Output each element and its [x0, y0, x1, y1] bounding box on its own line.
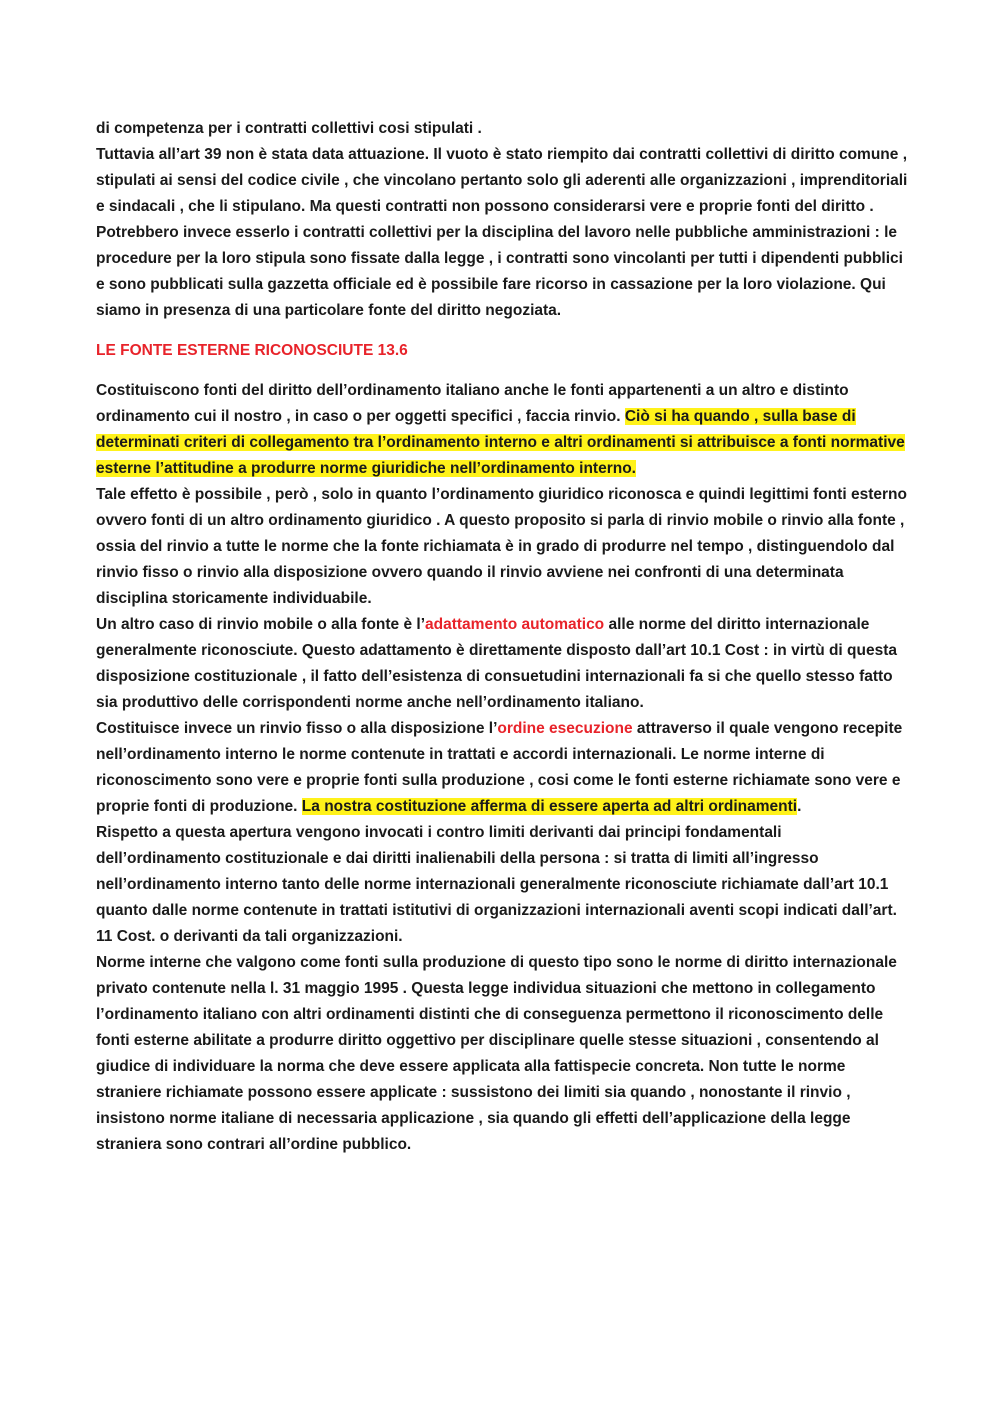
paragraph-6-text-middle: attraverso il quale vengono recepite nell’ordinamento interno le norme contenute in trattati e accordi internazionali. Le norme interne di riconoscimento sono vere e proprie fonti sulla produzione , cosi come le fonti esterne richiamate sono vere e proprie fonti di produzione.: [96, 720, 903, 815]
red-term-ordine: ordine esecuzione: [497, 720, 633, 737]
paragraph-5: [96, 612, 908, 716]
paragraph-8: Norme interne che valgono come fonti sulla produzione di questo tipo sono le norme di diritto internazionale privato contenute nella l. 31 maggio 1995 . Questa legge individua situazioni che mettono in collegamento l’ordinamento italiano con altri ordinamenti distinti che di conseguenza permettono il riconoscimento delle fonti esterne abilitate a produrre diritto oggettivo per disciplinare quelle stesse situazioni , consentendo al giudice di individuare la norma che deve essere applicata alla fattispecie concreta. Non tutte le norme straniere richiamate possono essere applicate : sussistono dei limiti sia quando , nonostante il rinvio , insistono norme italiane di necessaria applicazione , sia quando gli effetti dell’applicazione della legge straniera sono contrari all’ordine pubblico.: [96, 954, 897, 1153]
paragraph-6-text-start: Costituisce invece un rinvio fisso o alla disposizione l’: [96, 720, 498, 737]
paragraph-5-text-start: Un altro caso di rinvio mobile o alla fonte è l’: [96, 616, 426, 633]
red-term-adattamento: adattamento automatico: [425, 616, 605, 633]
paragraph-3-text: Costituiscono fonti del diritto dell’ordinamento italiano anche le fonti appartenenti a un altro e distinto ordinamento cui il nostro , in caso o per oggetti specifici , faccia rinvio.: [96, 382, 849, 425]
paragraph-6: [96, 716, 908, 820]
paragraph-3: [96, 378, 908, 482]
paragraph-1: di competenza per i contratti collettivi cosi stipulati .: [96, 120, 482, 137]
paragraph-5-text-end: alle norme del diritto internazionale generalmente riconosciute. Questo adattamento è direttamente disposto dall’art 10.1 Cost : in virtù di questa disposizione costituzionale , il fatto dell’esistenza di consuetudini internazionali fa si che quello stesso fatto sia produttivo delle corrispondenti norme anche nell’ordinamento italiano.: [96, 616, 898, 711]
highlighted-text: Ciò si ha quando , sulla base di determinati criteri di collegamento tra l’ordinamento interno e altri ordinamenti si attribuisce a fonti normative esterne l’attitudine a produrre norme giuridiche nell’ordinamento interno.: [96, 408, 905, 477]
highlighted-text-costituzione: La nostra costituzione afferma di essere aperta ad altri ordinamenti: [301, 798, 798, 815]
paragraph-7: Rispetto a questa apertura vengono invocati i contro limiti derivanti dai principi fondamentali dell’ordinamento costituzionale e dai diritti inalienabili della persona : si tratta di limiti all’ingresso nell’ordinamento interno tanto delle norme internazionali generalmente riconosciute richiamate dall’art 10.1 quanto dalle norme contenute in trattati istitutivi di organizzazioni internazionali aventi scopi indicati dall’art. 11 Cost. o derivanti da tali organizzazioni.: [96, 824, 897, 945]
document-page: [96, 116, 908, 1158]
paragraph-2: Tuttavia all’art 39 non è stata data attuazione. Il vuoto è stato riempito dai contratti collettivi di diritto comune , stipulati ai sensi del codice civile , che vincolano pertanto solo gli aderenti alle organizzazioni , imprenditoriali e sindacali , che li stipulano. Ma questi contratti non possono considerarsi vere e proprie fonti del diritto . Potrebbero invece esserlo i contratti collettivi per la disciplina del lavoro nelle pubbliche amministrazioni : le procedure per la loro stipula sono fissate dalla legge , i contratti sono vincolanti per tutti i dipendenti pubblici e sono pubblicati sulla gazzetta officiale ed è possibile fare ricorso in cassazione per la loro violazione. Qui siamo in presenza di una particolare fonte del diritto negoziata.: [96, 146, 908, 319]
paragraph-6-text-end: .: [797, 798, 802, 815]
section-heading: LE FONTE ESTERNE RICONOSCIUTE 13.6: [96, 342, 408, 359]
paragraph-4: Tale effetto è possibile , però , solo in quanto l’ordinamento giuridico riconosca e quindi legittimi fonti esterno ovvero fonti di un altro ordinamento giuridico . A questo proposito si parla di rinvio mobile o rinvio alla fonte , ossia del rinvio a tutte le norme che la fonte richiamata è in grado di produrre nel tempo , distinguendolo dal rinvio fisso o rinvio alla disposizione ovvero quando il rinvio avviene nei confronti di una determinata disciplina storicamente individuabile.: [96, 486, 907, 607]
